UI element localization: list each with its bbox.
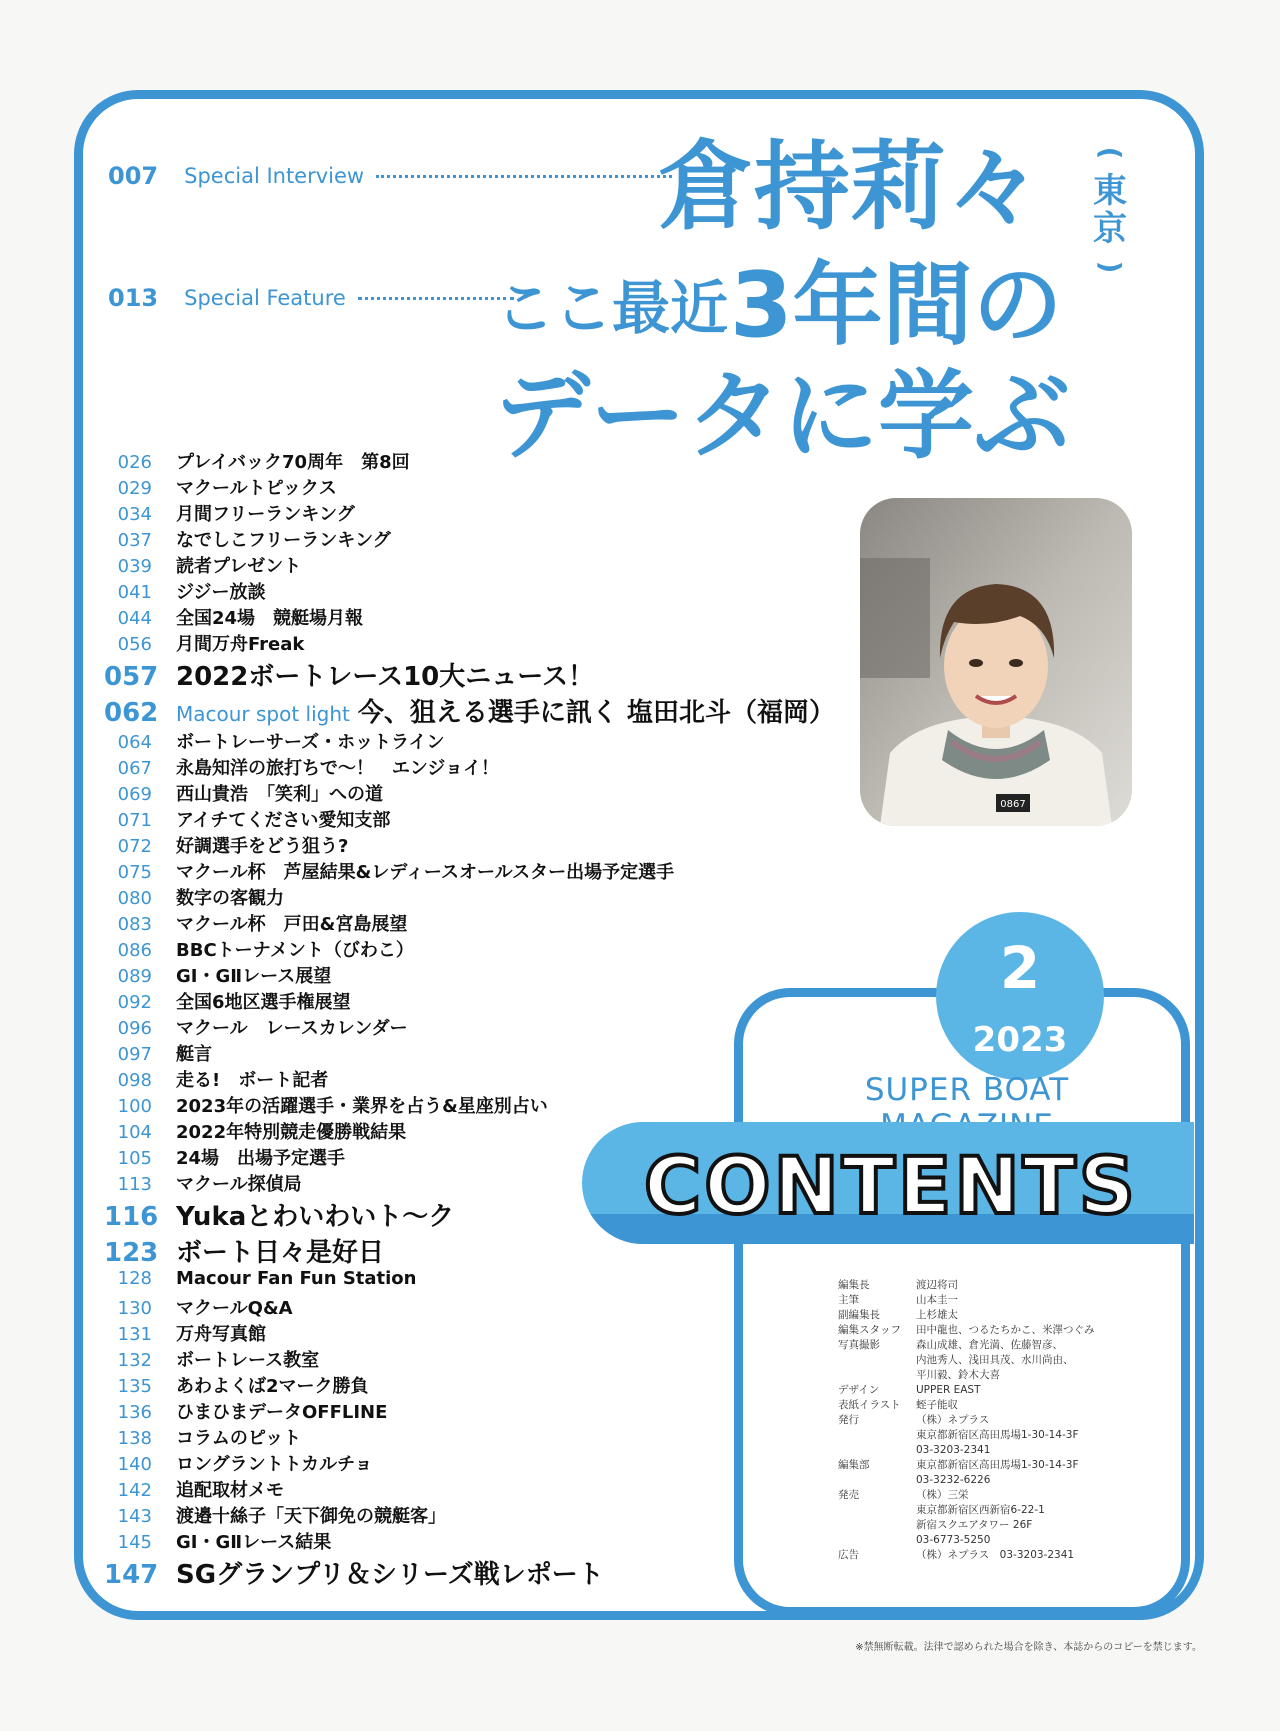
toc-title — [176, 988, 351, 1014]
credit-name: 新宿スクエアタワー 26F — [916, 1519, 1033, 1531]
magazine-name: SUPER BOAT — [864, 1072, 1070, 1108]
toc-title — [176, 1066, 328, 1092]
toc-item[interactable] — [104, 1554, 744, 1590]
toc-item[interactable] — [104, 1424, 744, 1450]
toc-page-number: 116 — [104, 1202, 159, 1232]
toc-title — [176, 858, 674, 884]
toc-page-number: 062 — [104, 698, 159, 728]
toc-item[interactable] — [104, 1346, 744, 1372]
toc-title — [176, 630, 304, 656]
toc-item[interactable] — [104, 728, 744, 754]
credit-row — [838, 1518, 1095, 1533]
toc-title — [176, 1118, 406, 1144]
toc-title-text: ボートレーサーズ・ホットライン — [176, 732, 445, 753]
credit-role: デザイン — [838, 1384, 880, 1396]
feature-interview-row[interactable] — [108, 162, 672, 190]
toc-title-text: 追配取材メモ — [176, 1480, 284, 1501]
toc-title-text: 数字の客観力 — [176, 888, 284, 909]
toc-list — [104, 448, 835, 1590]
toc-title-text: 永島知洋の旅打ちで～！ エンジョイ！ — [176, 758, 500, 779]
toc-item[interactable] — [104, 910, 744, 936]
toc-item[interactable] — [104, 1320, 744, 1346]
credit-row — [838, 1278, 1095, 1293]
toc-item[interactable] — [104, 754, 744, 780]
issue-badge — [936, 912, 1104, 1080]
credit-row — [838, 1473, 1095, 1488]
toc-title-text: プレイバック70周年 第8回 — [176, 452, 410, 473]
toc-item[interactable] — [104, 1014, 744, 1040]
toc-page-number: 034 — [117, 504, 152, 525]
toc-item[interactable] — [104, 1092, 744, 1118]
toc-page-number: 136 — [117, 1402, 152, 1423]
toc-title-text: 全国24場 競艇場月報 — [176, 608, 364, 629]
toc-page-number: 098 — [117, 1070, 152, 1091]
toc-title — [176, 1502, 446, 1528]
toc-title-text: 艇言 — [176, 1044, 212, 1065]
toc-title-text: 西山貴浩 「笑利」への道 — [176, 784, 383, 805]
toc-title-text: 2023年の活躍選手・業界を占う&星座別占い — [176, 1096, 548, 1117]
credit-row — [838, 1443, 1095, 1458]
toc-title — [176, 448, 410, 474]
feature-label: Special Interview — [184, 164, 365, 188]
credit-role: 編集長 — [838, 1279, 870, 1291]
toc-page-number: 140 — [117, 1454, 152, 1475]
toc-item[interactable] — [104, 1268, 744, 1294]
credit-role: 副編集長 — [838, 1309, 880, 1321]
toc-item[interactable] — [104, 988, 744, 1014]
toc-title-text: 走る! ボート記者 — [176, 1070, 329, 1091]
toc-item[interactable] — [104, 1398, 744, 1424]
credit-name: 上杉雄太 — [916, 1309, 958, 1321]
toc-title — [176, 552, 301, 578]
credit-role: 編集部 — [838, 1459, 870, 1471]
toc-page-number: 105 — [117, 1148, 152, 1169]
toc-title-text: ロングラントトカルチョ — [176, 1454, 373, 1475]
credit-role: 発売 — [838, 1489, 859, 1501]
toc-item[interactable] — [104, 962, 744, 988]
toc-title — [176, 526, 391, 552]
toc-page-number: 069 — [117, 784, 152, 805]
credit-role: 編集スタッフ — [838, 1324, 901, 1336]
credit-role — [838, 1503, 916, 1518]
toc-page-number: 132 — [117, 1350, 152, 1371]
toc-item[interactable] — [104, 552, 744, 578]
feature-title-line2: データに学ぶ — [494, 360, 1070, 472]
feature-title-part1: ここ最近 — [496, 274, 729, 342]
credit-name: 山本圭一 — [916, 1294, 958, 1306]
toc-item[interactable] — [104, 500, 744, 526]
toc-item[interactable] — [104, 832, 744, 858]
toc-item[interactable] — [104, 1066, 744, 1092]
toc-title — [176, 1014, 408, 1040]
credit-role: 広告 — [838, 1549, 859, 1561]
toc-title-text: アイチてください愛知支部 — [176, 810, 391, 831]
toc-title-text: GⅠ・GⅡレース結果 — [176, 1532, 332, 1553]
toc-subtitle: Macour spot light — [176, 702, 350, 726]
toc-page-number: 071 — [117, 810, 152, 831]
toc-title — [176, 1372, 369, 1398]
toc-item[interactable] — [104, 1372, 744, 1398]
staff-credits — [838, 1278, 1095, 1563]
toc-page-number: 041 — [117, 582, 152, 603]
toc-page-number: 039 — [117, 556, 152, 577]
credit-name: 03-3203-2341 — [916, 1444, 991, 1456]
feature-page-number: 007 — [108, 162, 159, 190]
toc-page-number: 135 — [117, 1376, 152, 1397]
toc-title — [176, 1232, 384, 1269]
toc-page-number: 128 — [117, 1268, 152, 1289]
toc-title — [176, 1170, 302, 1196]
toc-page-number: 100 — [117, 1096, 152, 1117]
toc-title — [176, 780, 383, 806]
credit-role — [838, 1533, 916, 1548]
credit-name: 渡辺将司 — [916, 1279, 958, 1291]
toc-page-number: 123 — [104, 1238, 159, 1268]
toc-title-text: あわよくば2マーク勝負 — [176, 1376, 369, 1397]
toc-page-number: 072 — [117, 836, 152, 857]
toc-item[interactable] — [104, 578, 744, 604]
credit-name: 03-6773-5250 — [916, 1534, 991, 1546]
toc-title — [176, 962, 331, 988]
feature-special-row[interactable] — [108, 284, 514, 312]
credit-row — [838, 1413, 1095, 1428]
credit-role — [838, 1518, 916, 1533]
toc-page-number: 075 — [117, 862, 152, 883]
toc-title — [176, 1476, 284, 1502]
toc-title-text: マクール杯 戸田&宮島展望 — [176, 914, 408, 935]
toc-page-number: 147 — [104, 1560, 159, 1590]
credit-row — [838, 1488, 1095, 1503]
toc-title-text: ジジー放談 — [176, 582, 266, 603]
toc-page-number: 080 — [117, 888, 152, 909]
toc-title — [176, 1424, 301, 1450]
toc-title-text: なでしこフリーランキング — [176, 530, 391, 551]
portrait-image — [860, 498, 1132, 826]
toc-page-number: 029 — [117, 478, 152, 499]
toc-title — [176, 1398, 387, 1424]
toc-title — [176, 578, 266, 604]
toc-item[interactable] — [104, 806, 744, 832]
toc-title — [176, 832, 348, 858]
copyright-note: ※禁無断転載。法律で認められた場合を除き、本誌からのコピーを禁じます。 — [855, 1642, 1202, 1653]
toc-item[interactable] — [104, 692, 835, 728]
credit-role — [838, 1353, 916, 1368]
credit-name: UPPER EAST — [916, 1384, 981, 1396]
toc-title — [176, 936, 414, 962]
toc-title — [176, 1144, 345, 1170]
toc-title-text: GⅠ・GⅡレース展望 — [176, 966, 332, 987]
toc-item[interactable] — [104, 884, 744, 910]
credit-name: 蛭子能収 — [916, 1399, 958, 1411]
toc-title-text: Macour Fan Fun Station — [176, 1268, 417, 1289]
toc-title-text: 今、狙える選手に訊く 塩田北斗（福岡） — [357, 698, 835, 728]
toc-title — [176, 604, 363, 630]
credit-row — [838, 1323, 1095, 1338]
bib-number: 0867 — [1000, 799, 1026, 810]
toc-title-text: Yukaとわいわいト～ク — [176, 1202, 455, 1232]
toc-title — [176, 1554, 604, 1591]
credit-role — [838, 1368, 916, 1383]
credit-role: 発行 — [838, 1414, 859, 1426]
toc-title — [176, 1294, 293, 1320]
toc-title-text: マクールトピックス — [176, 478, 337, 499]
feature-page-number: 013 — [108, 284, 159, 312]
credit-role — [838, 1443, 916, 1458]
toc-title-text: 月間フリーランキング — [176, 504, 355, 525]
toc-page-number: 131 — [117, 1324, 152, 1345]
toc-item[interactable] — [104, 474, 744, 500]
credit-name: 平川毅、鈴木大喜 — [916, 1369, 1000, 1381]
credit-row — [838, 1548, 1095, 1563]
interview-prefecture: ( 東 京 ) — [1093, 146, 1127, 274]
credit-name: （株）三栄 — [916, 1489, 969, 1501]
toc-title-text: 月間万舟Freak — [176, 634, 305, 655]
toc-item[interactable] — [104, 936, 744, 962]
toc-title-text: マクール探偵局 — [176, 1174, 302, 1195]
toc-page-number: 089 — [117, 966, 152, 987]
toc-item[interactable] — [104, 780, 744, 806]
toc-title — [176, 474, 337, 500]
toc-page-number: 097 — [117, 1044, 152, 1065]
toc-page-number: 143 — [117, 1506, 152, 1527]
toc-item[interactable] — [104, 448, 744, 474]
toc-page-number: 067 — [117, 758, 152, 779]
toc-page-number: 044 — [117, 608, 152, 629]
contents-heading: CONTENTS — [644, 1142, 1138, 1232]
issue-year: 2023 — [972, 1020, 1068, 1060]
toc-item[interactable] — [104, 656, 744, 692]
toc-page-number: 056 — [117, 634, 152, 655]
toc-title-text: コラムのピット — [176, 1428, 302, 1449]
toc-title — [176, 910, 407, 936]
toc-title — [176, 884, 284, 910]
cover-photo — [860, 498, 1132, 826]
feature-label: Special Feature — [184, 286, 346, 310]
toc-title-text: BBCトーナメント（びわこ） — [176, 940, 414, 961]
toc-item[interactable] — [104, 1502, 744, 1528]
toc-item[interactable] — [104, 630, 744, 656]
toc-title — [176, 728, 445, 754]
credit-row — [838, 1428, 1095, 1443]
interview-name: 倉持莉々 — [658, 131, 1042, 243]
credit-role: 主筆 — [838, 1294, 859, 1306]
toc-title-text: ひまひまデータOFFLINE — [176, 1402, 388, 1423]
credit-name: 東京都新宿区西新宿6-22-1 — [916, 1504, 1045, 1516]
issue-number: 2 — [999, 934, 1041, 1002]
toc-page-number: 142 — [117, 1480, 152, 1501]
credit-row — [838, 1293, 1095, 1308]
credit-row — [838, 1383, 1095, 1398]
toc-page-number: 026 — [117, 452, 152, 473]
credit-row — [838, 1533, 1095, 1548]
credit-row — [838, 1308, 1095, 1323]
toc-page-number: 037 — [117, 530, 152, 551]
toc-title-text: 2022年特別競走優勝戦結果 — [176, 1122, 407, 1143]
toc-title-text: マクール杯 芦屋結果&レディースオールスター出場予定選手 — [176, 862, 675, 883]
credit-row — [838, 1458, 1095, 1473]
toc-title-text: 2022ボートレース10大ニュース！ — [176, 662, 594, 692]
toc-item[interactable] — [104, 1528, 744, 1554]
leader-dots — [376, 175, 672, 178]
toc-title — [176, 1450, 373, 1476]
contents-banner — [582, 1122, 1194, 1244]
toc-title-text: 万舟写真館 — [176, 1324, 266, 1345]
credit-name: 東京都新宿区高田馬場1-30-14-3F — [916, 1459, 1079, 1471]
toc-title — [176, 1528, 331, 1554]
toc-title — [176, 754, 499, 780]
toc-page-number: 096 — [117, 1018, 152, 1039]
toc-item[interactable] — [104, 1450, 744, 1476]
credit-role: 写真撮影 — [838, 1339, 880, 1351]
leader-dots — [358, 297, 514, 300]
credit-name: 田中龍也、つるたちかこ、米澤つぐみ — [916, 1324, 1095, 1336]
toc-page-number: 138 — [117, 1428, 152, 1449]
credit-row — [838, 1338, 1095, 1353]
credit-name: 東京都新宿区高田馬場1-30-14-3F — [916, 1429, 1079, 1441]
toc-title-text: 好調選手をどう狙う? — [176, 836, 349, 857]
credit-row — [838, 1398, 1095, 1413]
toc-title-text: 24場 出場予定選手 — [176, 1148, 346, 1169]
toc-title — [176, 1040, 212, 1066]
toc-page-number: 092 — [117, 992, 152, 1013]
toc-page-number: 057 — [104, 662, 159, 692]
credit-role — [838, 1473, 916, 1488]
toc-page-number: 104 — [117, 1122, 152, 1143]
credit-name: （株）ネプラス 03-3203-2341 — [916, 1549, 1075, 1561]
toc-item[interactable] — [104, 858, 744, 884]
credit-role: 表紙イラスト — [838, 1399, 901, 1411]
credit-name: 森山成雄、倉光満、佐藤智彦、 — [916, 1339, 1063, 1351]
toc-page-number: 086 — [117, 940, 152, 961]
toc-title — [176, 1092, 548, 1118]
toc-title-text: ボート日々是好日 — [176, 1238, 385, 1268]
credit-name: 内池秀人、浅田具茂、水川尚由、 — [916, 1354, 1074, 1366]
toc-title — [176, 500, 355, 526]
credit-name: （株）ネプラス — [916, 1414, 990, 1426]
toc-page-number: 130 — [117, 1298, 152, 1319]
toc-title — [176, 1320, 266, 1346]
toc-page-number: 145 — [117, 1532, 152, 1553]
toc-title — [176, 1346, 319, 1372]
toc-item[interactable] — [104, 526, 744, 552]
toc-title-text: 全国6地区選手権展望 — [176, 992, 351, 1013]
credit-role — [838, 1428, 916, 1443]
credit-row — [838, 1353, 1095, 1368]
toc-item[interactable] — [104, 1040, 744, 1066]
toc-title-text: ボートレース教室 — [176, 1350, 320, 1371]
toc-title — [176, 656, 594, 693]
toc-page-number: 064 — [117, 732, 152, 753]
toc-item[interactable] — [104, 604, 744, 630]
toc-item[interactable] — [104, 1476, 744, 1502]
feature-title-part2: 3年間の — [730, 253, 1063, 358]
toc-title-text: マクール レースカレンダー — [176, 1018, 408, 1039]
toc-page-number: 083 — [117, 914, 152, 935]
toc-title-text: SGグランプリ＆シリーズ戦レポート — [176, 1560, 604, 1590]
toc-title-text: マクールQ&A — [176, 1298, 293, 1319]
credit-row — [838, 1368, 1095, 1383]
toc-title — [176, 806, 390, 832]
credit-row — [838, 1503, 1095, 1518]
toc-title — [176, 1196, 454, 1233]
toc-title — [176, 1268, 417, 1289]
credit-name: 03-3232-6226 — [916, 1474, 991, 1486]
toc-page-number: 113 — [117, 1174, 152, 1195]
toc-title — [176, 692, 835, 729]
toc-title-text: 読者プレゼント — [176, 556, 302, 577]
toc-item[interactable] — [104, 1294, 744, 1320]
toc-title-text: 渡邉十絲子「天下御免の競艇客」 — [176, 1506, 446, 1527]
